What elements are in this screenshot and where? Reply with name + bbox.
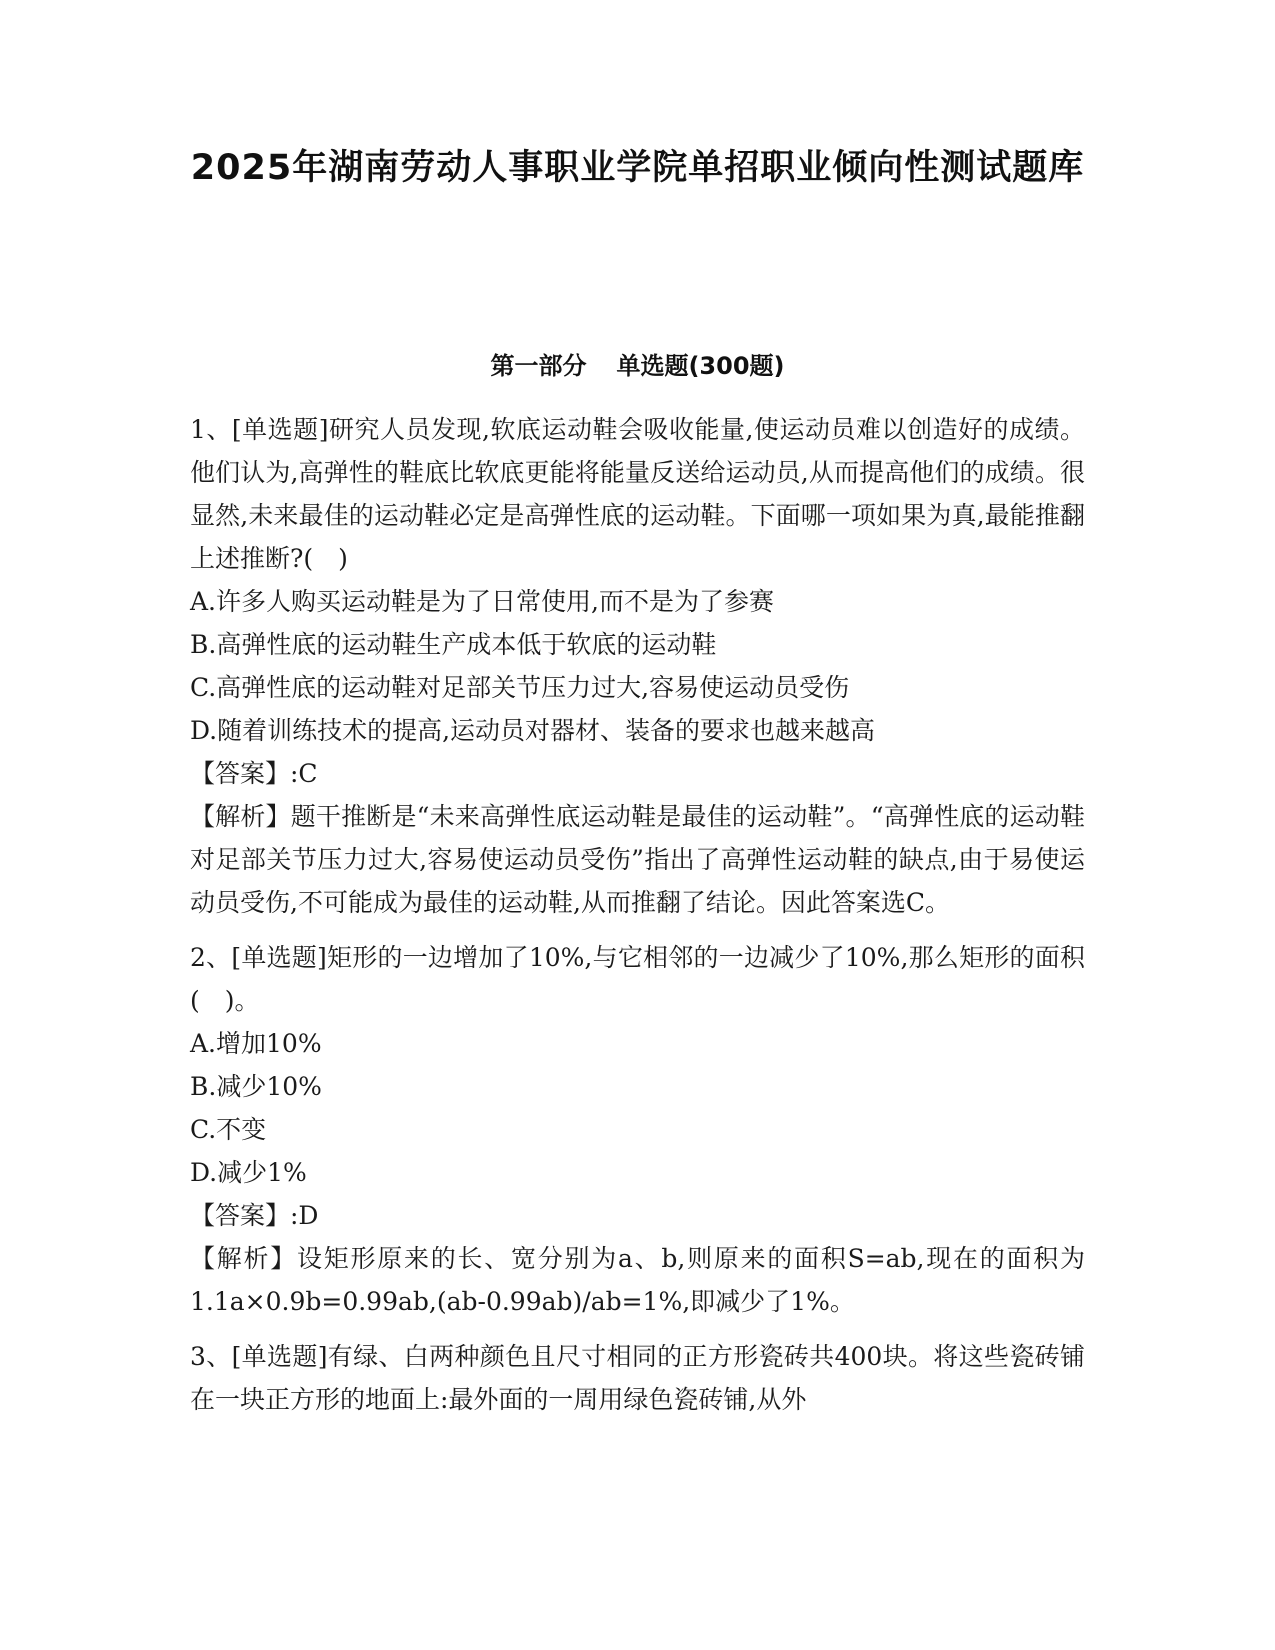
option-b: B.高弹性底的运动鞋生产成本低于软底的运动鞋 [190,630,717,659]
answer: 【答案】:C [190,759,318,788]
section-name: 单选题(300题) [616,352,785,380]
question-list [190,408,1085,1433]
question-stem: 3、[单选题]有绿、白两种颜色且尺寸相同的正方形瓷砖共400块。将这些瓷砖铺在一块正方形的地面上:最外面的一周用绿色瓷砖铺,从外 [190,1342,1085,1414]
option-c: C.不变 [190,1115,267,1144]
question-1 [190,408,1085,924]
answer: 【答案】:D [190,1201,319,1230]
option-a: A.许多人购买运动鞋是为了日常使用,而不是为了参赛 [190,587,774,616]
question-2 [190,936,1085,1323]
question-stem: 1、[单选题]研究人员发现,软底运动鞋会吸收能量,使运动员难以创造好的成绩。他们认为,高弹性的鞋底比软底更能将能量反送给运动员,从而提高他们的成绩。很显然,未来最佳的运动鞋必定是高弹性底的运动鞋。下面哪一项如果为真,最能推翻上述推断?( ) [190,415,1085,573]
question-stem: 2、[单选题]矩形的一边增加了10%,与它相邻的一边减少了10%,那么矩形的面积( )。 [190,943,1085,1015]
section-part: 第一部分 [490,352,587,380]
analysis: 【解析】题干推断是“未来高弹性底运动鞋是最佳的运动鞋”。“高弹性底的运动鞋对足部关节压力过大,容易使运动员受伤”指出了高弹性运动鞋的缺点,由于易使运动员受伤,不可能成为最佳的运动鞋,从而推翻了结论。因此答案选C。 [190,802,1085,917]
option-d: D.随着训练技术的提高,运动员对器材、装备的要求也越来越高 [190,716,876,745]
document-title: 2025年湖南劳动人事职业学院单招职业倾向性测试题库 [190,148,1085,188]
option-b: B.减少10% [190,1072,322,1101]
analysis: 【解析】设矩形原来的长、宽分别为a、b,则原来的面积S=ab,现在的面积为1.1a×0.9b=0.99ab,(ab-0.99ab)/ab=1%,即减少了1%。 [190,1244,1085,1316]
question-3 [190,1335,1085,1421]
option-c: C.高弹性底的运动鞋对足部关节压力过大,容易使运动员受伤 [190,673,850,702]
option-d: D.减少1% [190,1158,307,1187]
section-heading [150,349,1125,383]
option-a: A.增加10% [190,1029,322,1058]
